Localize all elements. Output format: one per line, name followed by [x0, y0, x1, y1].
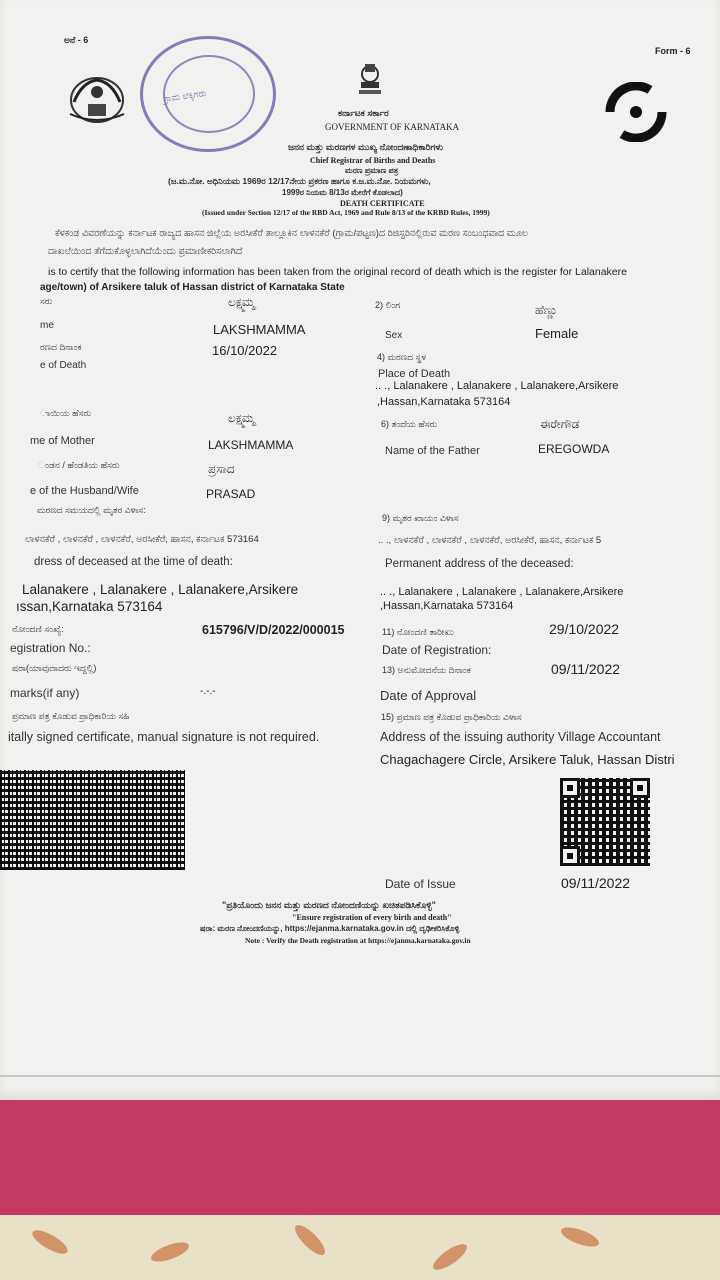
dod-value: 16/10/2022	[212, 343, 278, 358]
dod-label: e of Death	[40, 360, 87, 371]
reg-no-label: egistration No.:	[10, 641, 91, 655]
document-barcode	[0, 770, 185, 870]
state-name-en: GOVERNMENT OF KARNATAKA	[325, 122, 460, 132]
form-number-left: ಅನೆ - 6	[64, 35, 89, 45]
ashoka-emblem-icon	[355, 60, 385, 100]
mother-label: me of Mother	[30, 435, 95, 447]
perm-address-label: Permanent address of the deceased:	[385, 558, 574, 570]
pod-value-1: .. ., Lalanakere , Lalanakere , Lalanakere,Arsikere	[375, 380, 619, 392]
dod-kn-label: ರಣದ ದಿನಾಂಕ	[40, 342, 82, 352]
issued-under-kn-1: (ಜ.ಮ.ನೋ. ಅಧಿನಿಯಮ 1969ರ 12/17ನೇಯ ಪ್ರಕರಣ ಹಾಗೂ ಕ.ಜ.ಮ.ನೋ. ನಿಯಮಗಳು,	[168, 176, 431, 186]
fabric-background	[0, 1215, 720, 1280]
reg-no-value: 615796/V/D/2022/000015	[202, 623, 345, 637]
background-surface	[0, 1100, 720, 1230]
approval-date-value: 09/11/2022	[551, 661, 621, 677]
ejanma-logo-icon	[600, 82, 672, 142]
issue-date-value: 09/11/2022	[561, 875, 631, 891]
reg-date-kn-label: 11) ನೋಂದಣಿ ತಾರೀಖು	[382, 627, 454, 637]
address-time-kn-value: ಲಾಳನಕೆರೆ , ಲಾಳನಕೆರೆ , ಲಾಳನಕೆರೆ, ಅರಸೀಕೆರೆ, ಹಾಸನ, ಕರ್ನಾಟಕ 573164	[25, 534, 259, 545]
mother-kn-label: ಾಯಿಯ ಹೆಸರು	[40, 408, 92, 418]
approval-kn-label: 13) ಅನುಮೋದನೆಯ ದಿನಾಂಕ	[382, 665, 471, 675]
sex-value: Female	[535, 326, 579, 341]
intro-en-line-2: age/town) of Arsikere taluk of Hassan district of Karnataka State	[40, 282, 345, 293]
pod-kn-label: 4) ಮರಣದ ಸ್ಥಳ	[377, 352, 427, 362]
mother-value: LAKSHMAMMA	[208, 438, 294, 452]
perm-address-kn-value: .. ., ಲಾಳನಕೆರೆ , ಲಾಳನಕೆರೆ , ಲಾಳನಕೆರೆ, ಅರಸೀಕೆರೆ, ಹಾಸನ, ಕರ್ನಾಟಕ 5	[378, 535, 602, 546]
pod-value-2: ,Hassan,Karnataka 573164	[377, 396, 511, 408]
reg-no-kn-label: ನೋಂದಣಿ ಸಂಖ್ಯೆ:	[12, 624, 64, 634]
official-seal-stamp: ಗ್ರಾಮ ಲೆಕ್ಕಿಗರು	[140, 36, 276, 152]
verify-note-en: Note : Verify the Death registration at https://ejanma.karnataka.gov.in	[245, 936, 471, 945]
father-kn-value: ಈರೇಗೌಡ	[540, 417, 580, 431]
sex-kn-label: 2) ಲಿಂಗ	[375, 300, 401, 310]
spouse-value: PRASAD	[206, 487, 256, 501]
issuer-address-label: Address of the issuing authority Village Accountant	[380, 730, 661, 744]
perm-address-kn-label: 9) ಮೃತರ ಖಾಯಂ ವಿಳಾಸ	[382, 513, 459, 523]
mother-kn-value: ಲಕ್ಷ್ಮಮ್ಮ	[228, 411, 255, 425]
spouse-label: e of the Husband/Wife	[30, 485, 139, 497]
name-kn-label: ಸರು	[40, 296, 53, 306]
intro-en-line-1: is to certify that the following information has been taken from the original record of death which is the register for Lalanakere	[48, 266, 627, 278]
karnataka-emblem-icon	[62, 62, 132, 132]
name-kn-value: ಲಕ್ಷ್ಮಮ್ಮ	[228, 295, 255, 309]
issuer-address-kn-label: 15) ಪ್ರಮಾಣ ಪತ್ರ ಕೊಡುವ ಪ್ರಾಧಿಕಾರಿಯ ವಿಳಾಸ	[381, 712, 522, 722]
intro-kn-line-2: ದಾಖಲೆಯಿಂದ ತೆಗೆದುಕೊಳ್ಳಲಾಗಿದೆಯೆಂದು ಪ್ರಮಾಣೀಕರಿಸಲಾಗಿದೆ	[48, 246, 243, 257]
verify-note-kn: ಷರಾ: ಮರಣ ನೋಂದಣಿಯನ್ನು, https://ejanma.karnataka.gov.in ದಲ್ಲಿ ದೃಢೀಕರಿಸಿಕೊಳ್ಳಿ	[200, 924, 460, 933]
father-kn-label: 6) ತಂದೆಯ ಹೆಸರು	[381, 419, 438, 429]
slogan-en: "Ensure registration of every birth and death"	[292, 913, 452, 922]
certificate-title-kn: ಮರಣ ಪ್ರಮಾಣ ಪತ್ರ	[345, 166, 399, 175]
state-name-kn: ಕರ್ನಾಟಕ ಸರ್ಕಾರ	[338, 108, 389, 118]
reg-date-value: 29/10/2022	[549, 621, 620, 637]
name-label: me	[40, 320, 54, 331]
name-value: LAKSHMAMMA	[213, 322, 306, 337]
father-value: EREGOWDA	[538, 442, 610, 456]
signature-kn-label: ಪ್ರಮಾಣ ಪತ್ರ ಕೊಡುವ ಪ್ರಾಧಿಕಾರಿಯ ಸಹಿ	[12, 711, 130, 721]
verification-qr-code	[560, 778, 650, 866]
signature-note: itally signed certificate, manual signature is not required.	[8, 730, 320, 744]
perm-address-value-2: ,Hassan,Karnataka 573164	[380, 600, 514, 612]
remarks-label: marks(if any)	[10, 686, 80, 700]
remarks-kn-label: ಷರಾ(ಯಾವುದಾದರು ಇದ್ದಲ್ಲಿ)	[12, 663, 97, 673]
remarks-value: -.-.-	[200, 686, 216, 697]
issuer-address-value: Chagachagere Circle, Arsikere Taluk, Hassan Distri	[380, 752, 675, 767]
sex-kn-value: ಹೆಣ್ಣು	[535, 303, 558, 317]
spouse-kn-label: ಂಡನ / ಹೆಂಡತಿಯ ಹೆಸರು	[38, 460, 120, 470]
sex-label: Sex	[385, 330, 403, 341]
reg-date-label: Date of Registration:	[382, 643, 492, 657]
issued-under-kn-2: 1999ರ ನಿಯಮ 8/13ರ ಮೇರೆಗೆ ಕೊಡಲಾದ)	[282, 188, 403, 197]
address-time-value-1: Lalanakere , Lalanakere , Lalanakere,Arsikere	[22, 582, 299, 597]
perm-address-value-1: .. ., Lalanakere , Lalanakere , Lalanakere,Arsikere	[380, 586, 624, 598]
form-number-right: Form - 6	[655, 46, 691, 56]
father-label: Name of the Father	[385, 445, 480, 457]
registrar-en: Chief Registrar of Births and Deaths	[310, 156, 436, 165]
certificate-title-en: DEATH CERTIFICATE	[340, 199, 425, 208]
approval-label: Date of Approval	[380, 688, 477, 703]
intro-kn-line-1: ಕೆಳಕಂಡ ವಿವರಣೆಯನ್ನು ಕರ್ನಾಟಕ ರಾಜ್ಯದ ಹಾಸನ ಜಿಲ್ಲೆಯ ಅರಸೀಕೆರೆ ತಾಲ್ಲೂಕಿನ ಲಾಳನಕೆರೆ (ಗ್ರಾಮ/ಪಟ್ಟಣ)ದ ರಿಜಿಸ್ಟರಿನಲ್ಲಿರುವ ಮರಣ ಸಂಬಂಧವಾದ ಮೂಲ	[55, 228, 529, 239]
spouse-kn-value: ಪ್ರಸಾದ	[208, 462, 235, 476]
address-time-value-2: ıssan,Karnataka 573164	[16, 599, 163, 614]
paper-edge-line	[0, 1075, 720, 1077]
issued-under-en: (Issued under Section 12/17 of the RBD Act, 1969 and Rule 8/13 of the KRBD Rules, 1999)	[202, 208, 490, 217]
slogan-kn: "ಪ್ರತಿಯೊಂದು ಜನನ ಮತ್ತು ಮರಣದ ನೋಂದಣಿಯನ್ನು ಖಚಿತಪಡಿಸಿಕೊಳ್ಳಿ"	[222, 900, 436, 910]
address-time-kn-label: ಮರಣದ ಸಮಯದಲ್ಲಿ ಮೃತರ ವಿಳಾಸ:	[37, 505, 146, 515]
address-time-label: dress of deceased at the time of death:	[34, 556, 233, 568]
pod-label: Place of Death	[378, 368, 451, 380]
registrar-kn: ಜನನ ಮತ್ತು ಮರಣಗಳ ಮುಖ್ಯ ನೋಂದಣಾಧಿಕಾರಿಗಳು	[288, 142, 443, 152]
issue-date-label: Date of Issue	[385, 877, 456, 891]
